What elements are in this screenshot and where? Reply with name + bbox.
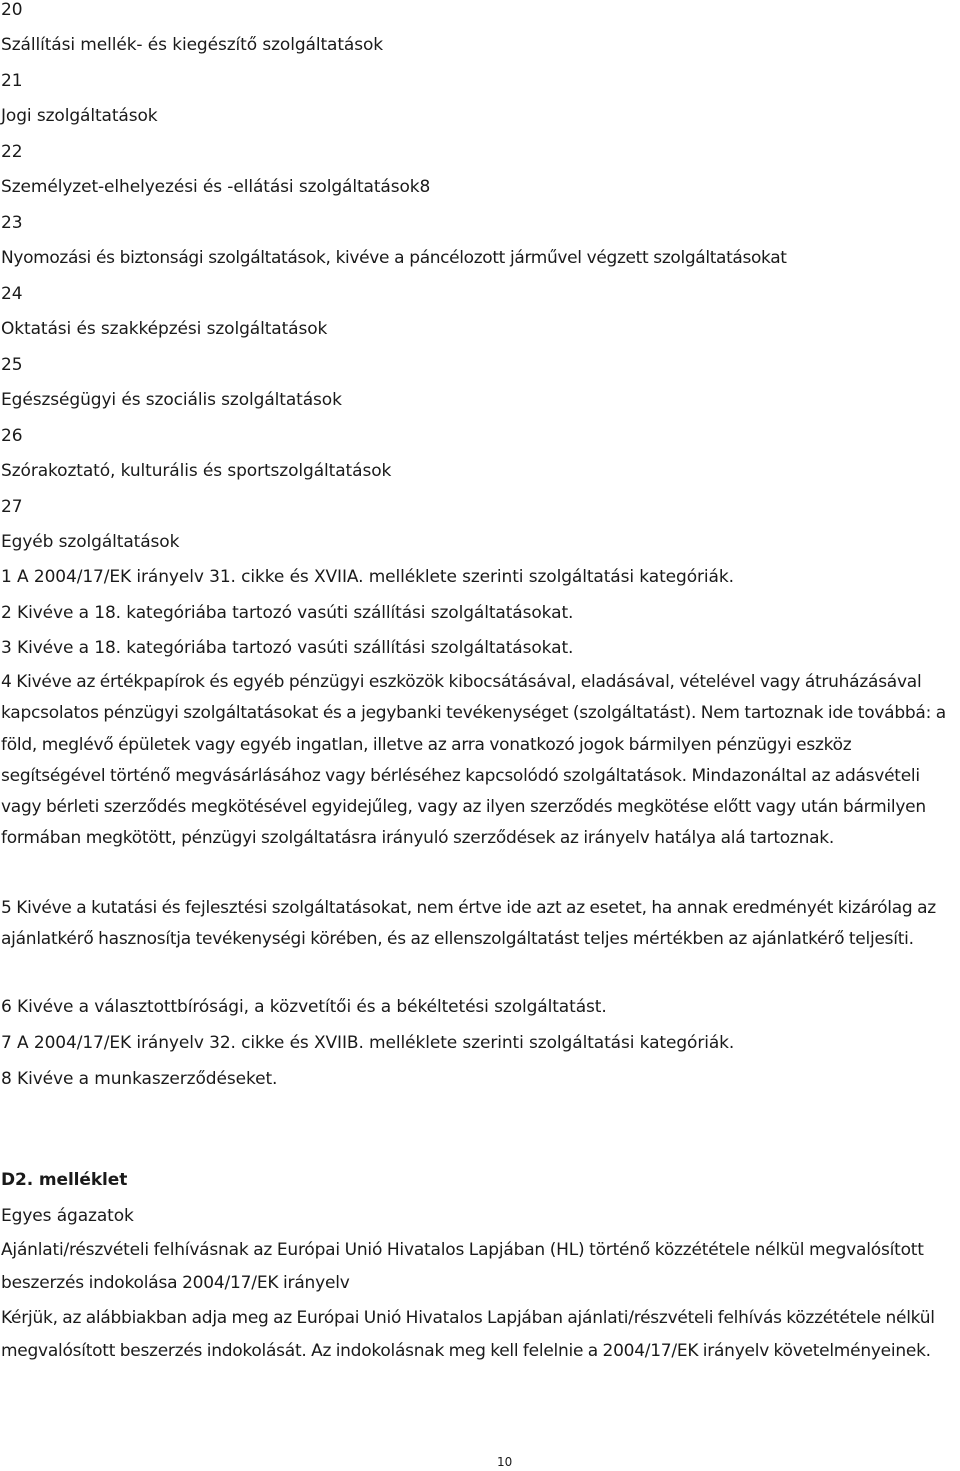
footnote: 3 Kivéve a 18. kategóriába tartozó vasúti szállítási szolgáltatásokat. [1,638,574,658]
category-number: 24 [1,284,23,304]
category-number: 20 [1,0,23,20]
category-label: Szórakoztató, kulturális és sportszolgáltatások [1,461,392,481]
footnote: 4 Kivéve az értékpapírok és egyéb pénzügyi eszközök kibocsátásával, eladásával, vételével vagy átruházásával kapcsolatos pénzügyi szolgáltatásokat és a jegybanki tevékenységet (szolgáltatást). Nem tartoznak ide továbbá: a föld, meglévő épületek vagy egyéb ingatlan, illetve az arra vonatkozó jogok bármilyen pénzügyi eszköz segítségével történő megvásárlásához vagy bérléséhez kapcsolódó szolgáltatások. Mindazonáltal az adásvételi vagy bérleti szerződés megkötésével egyidejűleg, vagy az ilyen szerződés megkötése előtt vagy után bármilyen formában megkötött, pénzügyi szolgáltatásra irányuló szerződések az irányelv hatálya alá tartoznak. [1,672,946,849]
category-label: Oktatási és szakképzési szolgáltatások [1,319,328,339]
category-label: Személyzet-elhelyezési és -ellátási szolgáltatások8 [1,177,431,197]
page-number: 10 [497,1455,513,1469]
category-number: 22 [1,142,23,162]
category-number: 25 [1,355,23,375]
category-label: Nyomozási és biztonsági szolgáltatások, kivéve a páncélozott járművel végzett szolgáltatásokat [1,248,787,268]
category-number: 21 [1,71,23,91]
footnote: 1 A 2004/17/EK irányelv 31. cikke és XVIIA. melléklete szerinti szolgáltatási kategóriák. [1,567,734,587]
category-label: Jogi szolgáltatások [1,106,158,126]
annex-instruction: Kérjük, az alábbiakban adja meg az Európai Unió Hivatalos Lapjában ajánlati/részvételi felhívás közzététele nélkül megvalósított beszerzés indokolását. Az indokolásnak meg kell felelnie a 2004/17/EK irányelv követelményeinek. [1,1308,935,1361]
footnote: 2 Kivéve a 18. kategóriába tartozó vasúti szállítási szolgáltatásokat. [1,603,574,623]
annex-title: D2. melléklet [1,1170,128,1190]
category-number: 27 [1,497,23,517]
category-number: 23 [1,213,23,233]
footnote: 6 Kivéve a választottbírósági, a közvetítői és a békéltetési szolgáltatást. [1,997,607,1017]
footnote: 5 Kivéve a kutatási és fejlesztési szolgáltatásokat, nem értve ide azt az esetet, ha annak eredményét kizárólag az ajánlatkérő hasznosítja tevékenységi körében, és az ellenszolgáltatást teljes mértékben az ajánlatkérő teljesíti. [1,898,936,950]
annex-subtitle: Egyes ágazatok [1,1206,134,1226]
annex-heading: Ajánlati/részvételi felhívásnak az Európai Unió Hivatalos Lapjában (HL) történő közzététele nélkül megvalósított beszerzés indokolása 2004/17/EK irányelv [1,1240,924,1293]
footnote: 7 A 2004/17/EK irányelv 32. cikke és XVIIB. melléklete szerinti szolgáltatási kategóriák. [1,1033,735,1053]
category-label: Egészségügyi és szociális szolgáltatások [1,390,342,410]
category-label: Szállítási mellék- és kiegészítő szolgáltatások [1,35,384,55]
category-label: Egyéb szolgáltatások [1,532,180,552]
category-number: 26 [1,426,23,446]
footnote: 8 Kivéve a munkaszerződéseket. [1,1069,278,1089]
